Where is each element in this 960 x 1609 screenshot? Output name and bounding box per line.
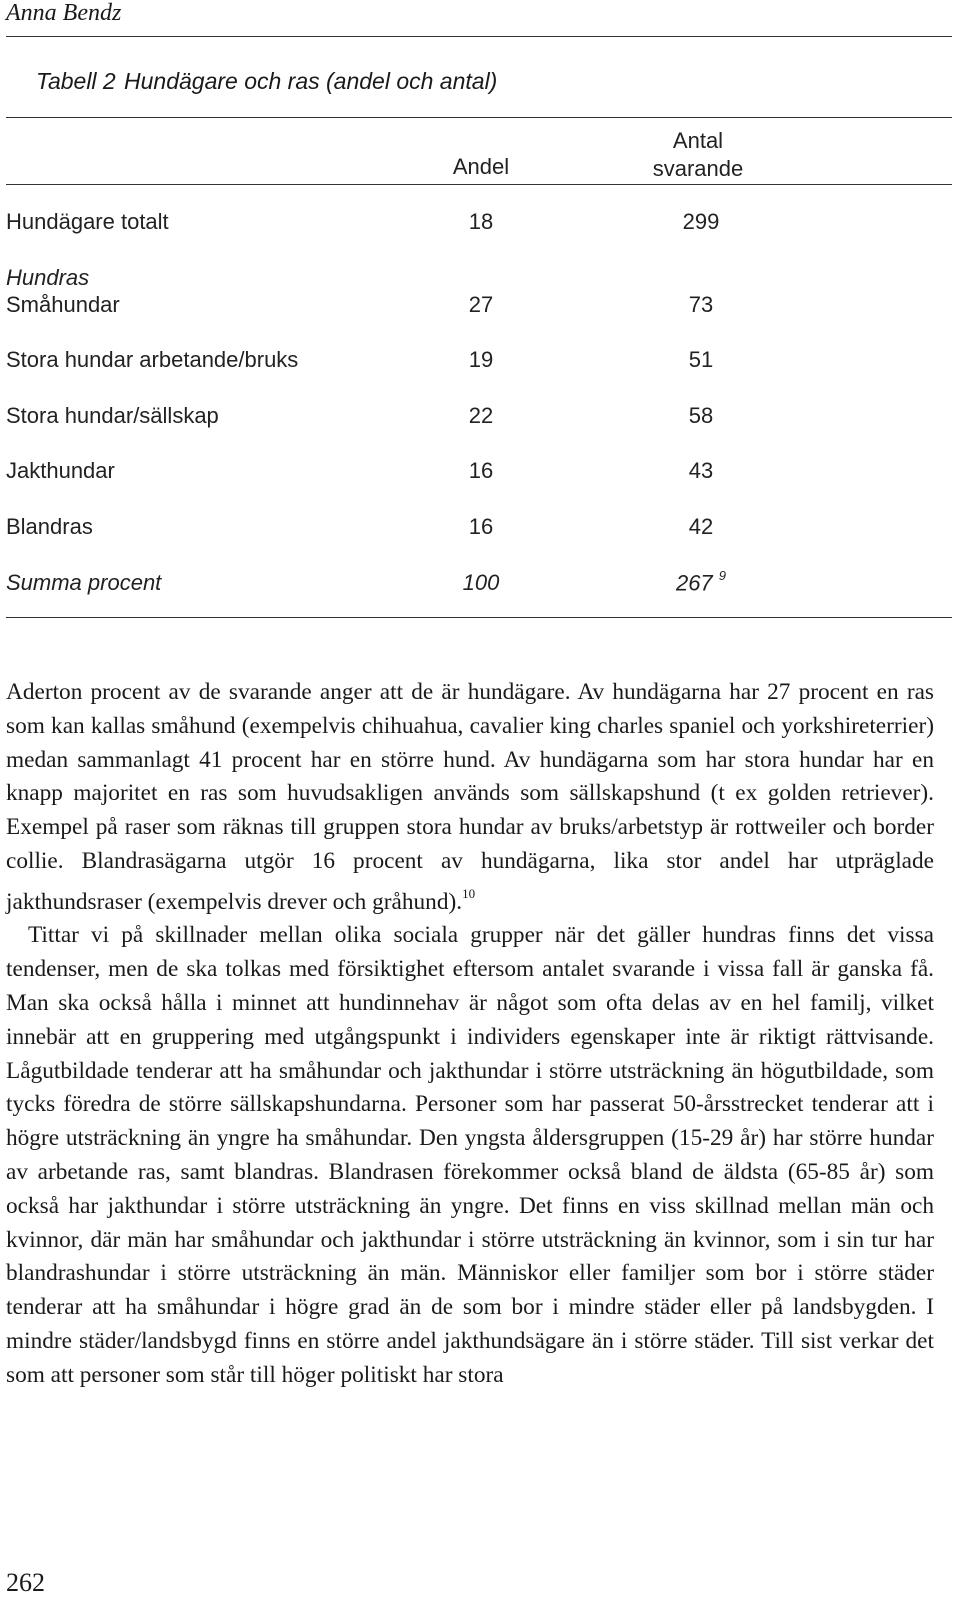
paragraph [6,676,934,919]
row-andel: 27 [468,292,494,317]
table-row [6,514,952,544]
row-antal: 73 [688,292,714,317]
row-andel: 16 [468,514,494,539]
row-antal: 58 [688,403,714,428]
group-label-hundras: Hundras [6,265,90,290]
row-antal: 299 [682,209,720,234]
row-antal: 43 [688,458,714,483]
row-andel: 22 [468,403,494,428]
page-number: 262 [6,1568,45,1597]
row-label: Jakthundar [6,458,115,483]
row-label: Blandras [6,514,93,539]
row-label: Hundägare totalt [6,209,169,234]
table-row-total [6,209,952,239]
table-header-rule [6,184,952,185]
body-text [6,676,934,1393]
header-rule [6,36,952,37]
column-header-andel: Andel [452,154,510,179]
table-row-summa [6,570,952,600]
table-row [6,347,952,377]
row-antal: 42 [688,514,714,539]
row-label: Stora hundar arbetande/bruks [6,347,299,372]
summa-antal-value: 267 [675,570,713,596]
table-number: Tabell 2 [36,68,116,94]
column-header-svarande: svarande [652,156,744,181]
paragraph-text: Aderton procent av de svarande anger att de är hundägare. Av hundägarna har 27 procent en ras som kan kallas småhund (exempelvis chihuahua, cavalier king charles spaniel och yorkshireterrier) medan sammanlagt 41 procent har en större hund. Av hundägarna som har stora hundar har en knapp majoritet en ras som huvudsakligen används som sällskapshund (t ex golden retriever). Exempel på raser som räknas till gruppen stora hundar av bruks/arbetstyp är rottweiler och border collie. Blandrasägarna utgör 16 procent av hundägarna, lika stor andel har utpräglade jakthundsraser (exempelvis drever och gråhund). [6,679,934,915]
footnote-marker: 9 [718,568,727,583]
table-row [6,458,952,488]
footnote-marker: 10 [462,885,476,901]
running-header-author: Anna Bendz [6,0,122,26]
row-antal [656,570,746,596]
column-header-antal: Antal [672,128,724,153]
table-group-label [6,265,952,295]
row-label: Summa procent [6,570,162,595]
row-antal: 51 [688,347,714,372]
table-bottom-rule [6,617,952,618]
column-header-antal-svarande [628,127,768,183]
row-andel: 18 [468,209,494,234]
table-title: Hundägare och ras (andel och antal) [124,68,498,94]
table-row [6,292,952,322]
row-label: Stora hundar/sällskap [6,403,219,428]
row-andel: 19 [468,347,494,372]
table-caption [36,68,497,95]
table-row [6,403,952,433]
row-andel: 100 [462,570,500,595]
row-label: Småhundar [6,292,120,317]
paragraph: Tittar vi på skillnader mellan olika sociala grupper när det gäller hundras finns det vissa tendenser, men de ska tolkas med försiktighet eftersom antalet svarande i vissa fall är ganska få. Man ska också hålla i minnet att hundinnehav är något som ofta delas av en hel familj, vilket innebär att en gruppering med utgångspunkt i individers egenskaper inte är riktigt rättvisande. Lågutbildade tenderar att ha småhundar och jakthundar i större utsträckning än högutbildade, som tycks föredra de större sällskapshundarna. Personer som har passerat 50-årsstrecket tenderar att i högre utsträckning än yngre ha småhundar. Den yngsta åldersgruppen (15-29 år) har större hundar av arbetande ras, samt blandras. Blandrasen förekommer också bland de äldsta (65-85 år) som också har jakthundar i större utsträckning än yngre. Det finns en viss skillnad mellan män och kvinnor, där män har småhundar och jakthundar i större utsträckning än kvinnor, som i sin tur har blandrashundar i större utsträckning än män. Människor eller familjer som bor i större städer tenderar att ha småhundar i högre grad än de som bor i mindre städer eller på landsbygden. I mindre städer/landsbygd finns en större andel jakthundsägare än i större städer. Till sist verkar det som att personer som står till höger politiskt har stora [6,922,934,1388]
table-top-rule [6,117,952,118]
row-andel: 16 [468,458,494,483]
